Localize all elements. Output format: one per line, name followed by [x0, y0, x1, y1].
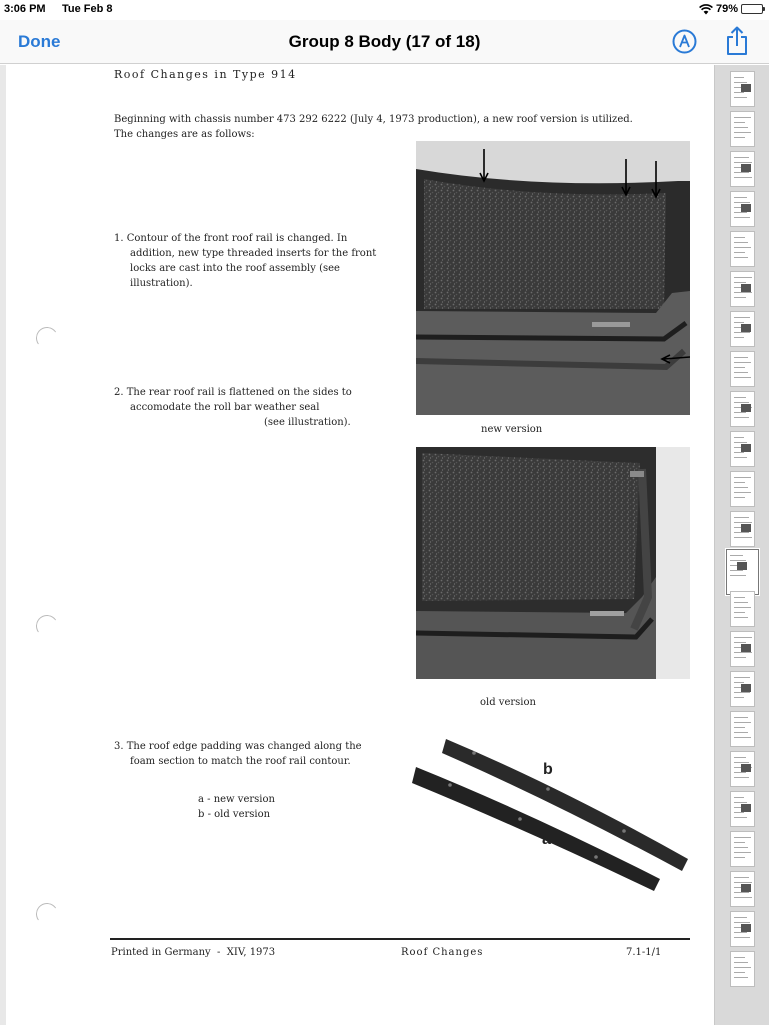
thumbnail-text-line [734, 727, 745, 728]
thumbnail-text-line [734, 172, 749, 173]
thumbnail-text-line [734, 857, 745, 858]
page-thumbnail[interactable] [730, 271, 755, 307]
thumbnail-text-line [734, 442, 747, 443]
thumbnail-text-line [730, 570, 743, 571]
thumbnail-image [741, 204, 751, 212]
page-thumbnail[interactable] [730, 951, 755, 987]
thumbnail-text-line [734, 357, 748, 358]
page-thumbnail[interactable] [730, 911, 755, 947]
thumbnail-text-line [734, 977, 748, 978]
thumbnail-text-line [734, 677, 750, 678]
thumbnail-text-line [730, 560, 746, 561]
thumbnail-text-line [734, 292, 752, 293]
thumbnail-text-line [734, 737, 751, 738]
thumbnail-text-line [734, 217, 750, 218]
thumbnail-text-line [734, 177, 752, 178]
thumbnail-text-line [734, 132, 751, 133]
page-thumbnail[interactable] [730, 631, 755, 667]
thumbnail-image [741, 284, 751, 292]
thumbnail-text-line [734, 777, 749, 778]
thumbnail-text-line [734, 492, 751, 493]
thumbnail-text-line [734, 482, 745, 483]
thumbnail-text-line [734, 717, 748, 718]
thumbnail-text-line [734, 162, 752, 163]
intro-line-2: The changes are as follows: [114, 129, 255, 140]
thumbnail-text-line [734, 487, 748, 488]
thumbnail-text-line [734, 852, 751, 853]
label-b: b [543, 761, 553, 778]
thumbnail-text-line [734, 967, 751, 968]
thumbnail-text-line [734, 82, 747, 83]
thumbnail-text-line [734, 897, 752, 898]
thumbnail-text-line [734, 607, 751, 608]
thumbnail-image [741, 804, 751, 812]
battery-percent: 79% [715, 3, 738, 15]
document-page[interactable] [6, 65, 711, 1025]
thumbnail-text-line [734, 127, 748, 128]
page-thumbnail[interactable] [730, 671, 755, 707]
item-3-line-2: foam section to match the roof rail contour. [130, 756, 351, 767]
page-thumbnail[interactable] [730, 231, 755, 267]
binder-hole-3 [34, 901, 59, 926]
thumbnail-text-line [734, 362, 751, 363]
thumbnail-text-line [734, 802, 747, 803]
thumbnail-text-line [734, 212, 747, 213]
footer-rule [110, 938, 690, 940]
thumbnail-text-line [734, 532, 749, 533]
thumbnail-text-line [730, 575, 746, 576]
page-thumbnail[interactable] [730, 831, 755, 867]
thumbnail-text-line [734, 652, 752, 653]
thumbnail-text-line [734, 77, 744, 78]
page-thumbnail[interactable] [730, 191, 755, 227]
thumbnail-text-line [734, 477, 751, 478]
thumbnail-image [737, 562, 747, 570]
page-thumbnail[interactable] [730, 511, 755, 547]
item-1-line-4: illustration). [130, 278, 193, 289]
thumbnail-text-line [730, 555, 743, 556]
thumbnail-text-line [734, 322, 744, 323]
thumbnail-text-line [734, 457, 747, 458]
binder-hole-2 [34, 613, 59, 638]
status-bar [0, 0, 769, 20]
thumbnail-text-line [734, 372, 748, 373]
page-thumbnail[interactable] [730, 391, 755, 427]
thumbnail-text-line [734, 97, 747, 98]
battery-icon [741, 4, 763, 14]
thumbnail-text-line [734, 882, 752, 883]
thumbnail-text-line [734, 642, 746, 643]
thumbnail-text-line [734, 937, 750, 938]
page-thumbnail[interactable] [730, 471, 755, 507]
thumbnail-text-line [734, 722, 751, 723]
item-3-line-1: 3. The roof edge padding was changed along the [114, 741, 362, 752]
thumbnail-text-line [734, 657, 746, 658]
thumbnail-text-line [734, 797, 744, 798]
item-1-line-3: locks are cast into the roof assembly (see [130, 263, 340, 274]
page-thumbnail[interactable] [730, 151, 755, 187]
thumbnail-text-line [734, 842, 745, 843]
thumbnail-text-line [734, 837, 751, 838]
thumbnail-text-line [734, 297, 746, 298]
thumbnail-text-line [734, 397, 746, 398]
thumbnail-text-line [734, 537, 752, 538]
thumbnail-text-line [734, 197, 747, 198]
roof-photo-old-version [416, 447, 690, 679]
thumbnail-text-line [734, 317, 750, 318]
thumbnail-text-line [734, 962, 748, 963]
page-heading: Roof Changes in Type 914 [114, 68, 297, 81]
thumbnail-image [741, 684, 751, 692]
thumbnail-text-line [734, 637, 752, 638]
thumbnail-image [741, 84, 751, 92]
thumbnail-image [741, 164, 751, 172]
thumbnail-text-line [734, 917, 747, 918]
thumbnail-text-line [734, 762, 749, 763]
thumbnail-text-line [734, 437, 744, 438]
page-thumbnail[interactable] [730, 751, 755, 787]
thumbnail-text-line [734, 692, 750, 693]
thumbnail-text-line [734, 257, 748, 258]
page-thumbnail[interactable] [730, 351, 755, 387]
caption-old-version: old version [480, 697, 536, 708]
thumbnail-text-line [734, 417, 749, 418]
thumbnail-text-line [734, 957, 745, 958]
item-1-line-2: addition, new type threaded inserts for the front [130, 248, 377, 259]
thumbnail-text-line [734, 402, 749, 403]
thumbnail-text-line [734, 202, 750, 203]
status-date: Tue Feb 8 [62, 3, 113, 15]
status-time: 3:06 PM [4, 3, 46, 15]
thumbnail-text-line [734, 732, 748, 733]
thumbnail-text-line [734, 337, 744, 338]
thumbnail-text-line [734, 247, 751, 248]
page-thumbnail[interactable] [730, 871, 755, 907]
thumbnail-text-line [734, 367, 745, 368]
page-thumbnail[interactable] [730, 431, 755, 467]
thumbnail-text-line [734, 612, 745, 613]
page-thumbnail[interactable] [730, 311, 755, 347]
thumbnail-image [741, 764, 751, 772]
thumbnail-text-line [734, 412, 746, 413]
thumbnail-text-line [734, 847, 748, 848]
thumbnail-text-line [734, 497, 745, 498]
thumbnail-text-line [734, 242, 748, 243]
thumbnail-text-line [734, 812, 744, 813]
thumbnail-text-line [734, 922, 750, 923]
page-thumbnail[interactable] [730, 711, 755, 747]
thumbnail-image [741, 324, 751, 332]
page-thumbnail[interactable] [730, 591, 755, 627]
thumbnail-text-line [734, 117, 751, 118]
thumbnail-image [741, 924, 751, 932]
thumbnail-image [741, 444, 751, 452]
item-2-line-1: 2. The rear roof rail is flattened on the sides to [114, 387, 352, 398]
thumbnail-text-line [734, 772, 746, 773]
item-2-line-2: accomodate the roll bar weather seal [130, 402, 320, 413]
thumbnail-text-line [734, 332, 750, 333]
thumbnail-text-line [734, 972, 745, 973]
thumbnail-text-line [734, 282, 746, 283]
intro-line-1: Beginning with chassis number 473 292 6222 (July 4, 1973 production), a new roof version is utilized. [114, 114, 633, 125]
page-thumbnail[interactable] [730, 791, 755, 827]
thumbnail-text-line [734, 892, 749, 893]
roof-padding-strips-photo [410, 733, 700, 893]
legend-b: b - old version [198, 809, 271, 820]
wifi-icon [699, 4, 713, 15]
thumbnail-text-line [734, 757, 746, 758]
roof-photo-new-version [416, 141, 690, 415]
document-title: Group 8 Body (17 of 18) [288, 32, 481, 51]
thumbnail-image [741, 644, 751, 652]
thumbnail-text-line [734, 137, 745, 138]
item-1-line-1: 1. Contour of the front roof rail is changed. In [114, 233, 348, 244]
page-thumbnail[interactable] [730, 111, 755, 147]
caption-new-version: new version [481, 424, 543, 435]
thumbnail-text-line [734, 697, 744, 698]
thumbnail-text-line [734, 597, 745, 598]
thumbnail-text-line [734, 517, 749, 518]
item-2-line-3: (see illustration). [264, 417, 351, 428]
share-icon[interactable] [724, 26, 750, 56]
thumbnail-text-line [734, 682, 744, 683]
thumbnail-image [741, 404, 751, 412]
thumbnail-text-line [734, 92, 744, 93]
thumbnail-text-line [734, 932, 747, 933]
nav-bar [0, 20, 769, 64]
markup-icon[interactable] [672, 29, 697, 54]
page-thumbnail-sidebar[interactable] [714, 65, 769, 1025]
thumbnail-text-line [734, 122, 745, 123]
thumbnail-text-line [734, 452, 744, 453]
thumbnail-text-line [734, 252, 745, 253]
page-thumbnail[interactable] [726, 549, 759, 595]
legend-a: a - new version [198, 794, 275, 805]
thumbnail-text-line [734, 157, 749, 158]
thumbnail-image [741, 524, 751, 532]
thumbnail-text-line [734, 602, 748, 603]
status-right [699, 3, 763, 15]
thumbnail-text-line [734, 237, 745, 238]
page-thumbnail[interactable] [730, 71, 755, 107]
thumbnail-image [741, 884, 751, 892]
label-a: a [542, 831, 551, 848]
thumbnail-text-line [734, 522, 752, 523]
binder-hole-1 [34, 325, 59, 350]
thumbnail-text-line [734, 617, 748, 618]
done-button[interactable]: Done [18, 32, 61, 51]
thumbnail-text-line [734, 377, 751, 378]
thumbnail-text-line [734, 877, 749, 878]
thumbnail-text-line [734, 817, 747, 818]
footer-right: 7.1-1/1 [626, 947, 662, 958]
footer-left: Printed in Germany - XIV, 1973 [111, 947, 276, 958]
footer-center: Roof Changes [401, 947, 484, 958]
thumbnail-text-line [734, 277, 752, 278]
